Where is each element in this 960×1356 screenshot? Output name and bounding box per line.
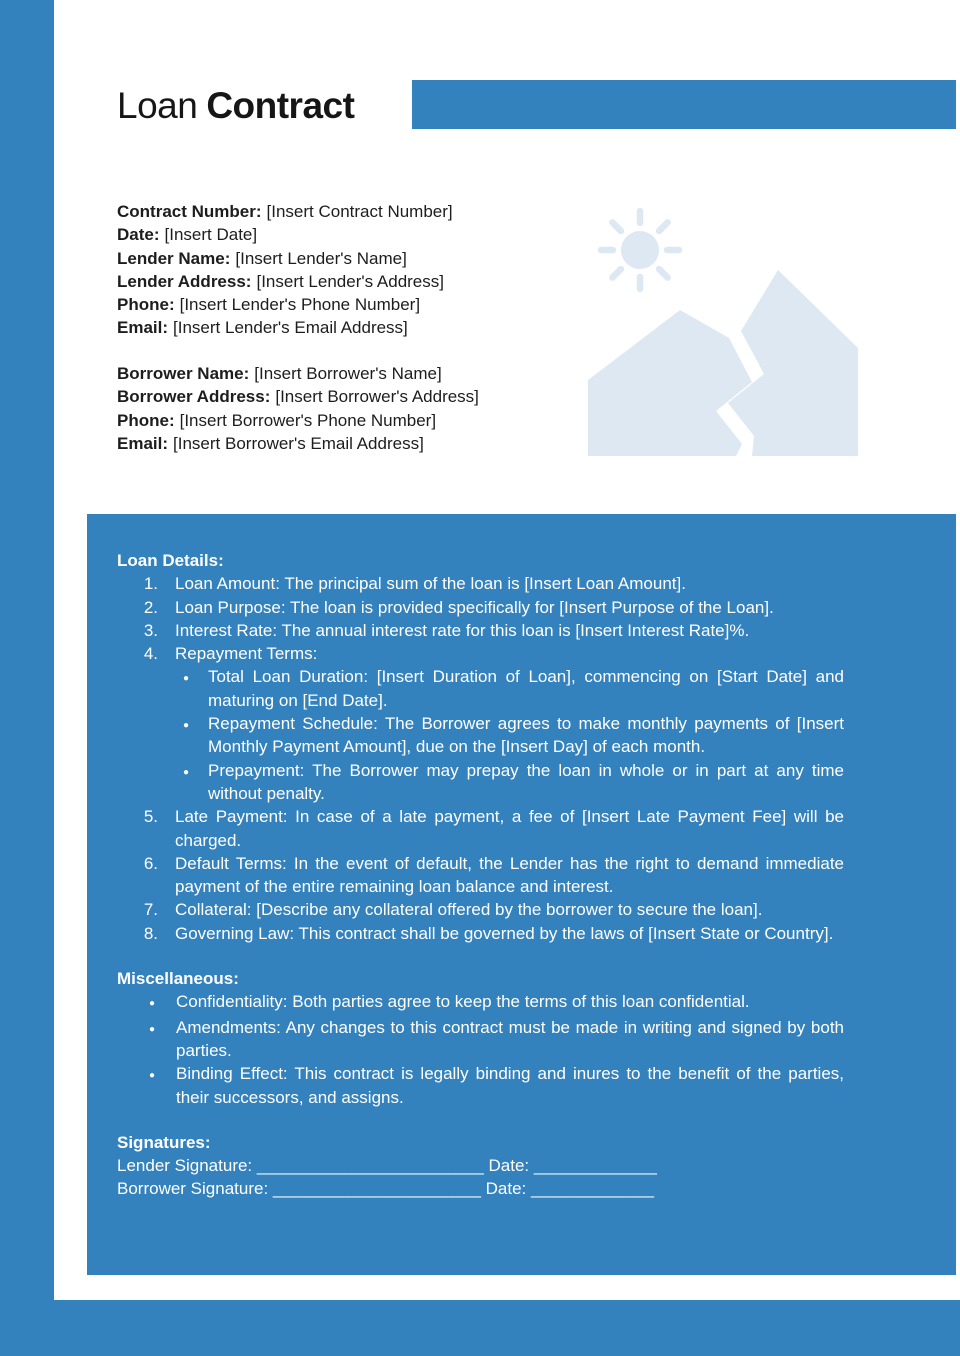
info-value: [Insert Lender's Email Address] (173, 318, 408, 338)
misc-bullet-2 (117, 1016, 844, 1063)
bullet-text: Binding Effect: This contract is legally binding and inures to the benefit of the parties, their successors, and assigns. (176, 1064, 844, 1107)
item-number: 7. (143, 900, 158, 920)
info-value: [Insert Borrower's Phone Number] (179, 410, 437, 430)
bullet-icon (175, 712, 208, 759)
misc-bullet-3 (117, 1062, 844, 1109)
info-value: [Insert Contract Number] (266, 202, 453, 221)
bullet-icon (117, 1062, 176, 1109)
bullet-icon (117, 990, 176, 1015)
item-number: 4. (143, 644, 158, 664)
mountain-right-icon (728, 270, 858, 456)
info-value: [Insert Lender's Address] (256, 271, 444, 291)
info-value: [Insert Lender's Phone Number] (179, 295, 421, 315)
info-label: Date: (117, 225, 160, 245)
date-line (117, 223, 587, 246)
page-title-regular: Loan (117, 85, 198, 126)
loan-item-2 (117, 596, 844, 619)
item-text: Interest Rate: The annual interest rate for this loan is [Insert Interest Rate]%. (175, 620, 750, 640)
item-number: 3. (143, 620, 158, 640)
info-label: Contract Number: (117, 202, 262, 221)
info-label: Borrower Address: (117, 387, 271, 407)
bullet-icon (175, 759, 208, 806)
contract-info-block (117, 200, 587, 340)
left-accent-bar (0, 0, 54, 1356)
bullet-text: Total Loan Duration: [Insert Duration of Loan], commencing on [Start Date] and maturing on [End Date]. (208, 667, 844, 710)
repayment-bullet-1 (175, 665, 844, 712)
lender-name-line (117, 247, 587, 270)
misc-bullet-1 (117, 990, 844, 1015)
borrower-address-line (117, 385, 587, 408)
item-text: Repayment Terms: (175, 644, 318, 664)
borrower-signature-line: Borrower Signature: ______________________ Date: _____________ (117, 1179, 654, 1199)
item-number: 8. (143, 923, 158, 943)
lender-email-line (117, 316, 587, 339)
borrower-info-block (117, 362, 587, 455)
mountain-left-icon (588, 310, 752, 456)
loan-item-7 (117, 898, 844, 921)
item-text: Collateral: [Describe any collateral offered by the borrower to secure the loan]. (175, 900, 763, 920)
page-title-bold: Contract (206, 85, 355, 126)
sun-icon (601, 211, 679, 289)
contract-number-line (117, 200, 587, 223)
loan-item-4 (117, 642, 844, 665)
borrower-name-line (117, 362, 587, 385)
lender-signature-line: Lender Signature: ________________________ Date: _____________ (117, 1156, 657, 1176)
borrower-phone-line (117, 409, 587, 432)
section-gap (117, 945, 844, 967)
footer-accent-bar (0, 1300, 960, 1356)
repayment-bullet-2 (175, 712, 844, 759)
info-value: [Insert Date] (164, 225, 258, 245)
loan-item-1 (117, 572, 844, 595)
title-accent-bar (412, 80, 956, 129)
item-number: 5. (143, 807, 158, 827)
loan-item-3 (117, 619, 844, 642)
loan-item-5 (117, 805, 844, 852)
bullet-text: Amendments: Any changes to this contract must be made in writing and signed by both parties. (176, 1017, 844, 1060)
info-label: Phone: (117, 410, 175, 430)
info-value: [Insert Lender's Name] (235, 248, 407, 268)
item-text: Governing Law: This contract shall be governed by the laws of [Insert State or Country]. (175, 923, 834, 943)
bullet-text: Confidentiality: Both parties agree to keep the terms of this loan confidential. (176, 992, 750, 1012)
repayment-bullet-3 (175, 759, 844, 806)
signatures-heading: Signatures: (117, 1132, 211, 1152)
item-number: 1. (143, 574, 158, 594)
page-title (117, 86, 354, 126)
sun-and-mountains-illustration (586, 206, 878, 456)
item-text: Loan Amount: The principal sum of the loan is [Insert Loan Amount]. (175, 574, 686, 594)
section-gap (117, 1109, 844, 1131)
info-label: Borrower Name: (117, 364, 250, 383)
item-text: Late Payment: In case of a late payment, a fee of [Insert Late Payment Fee] will be charged. (175, 807, 844, 850)
item-text: Loan Purpose: The loan is provided specifically for [Insert Purpose of the Loan]. (175, 597, 774, 617)
item-number: 2. (143, 597, 158, 617)
item-text: Default Terms: In the event of default, the Lender has the right to demand immediate payment of the entire remaining loan balance and interest. (175, 853, 844, 897)
info-value: [Insert Borrower's Email Address] (173, 433, 424, 453)
info-label: Lender Address: (117, 271, 252, 291)
lender-phone-line (117, 293, 587, 316)
borrower-email-line (117, 432, 587, 455)
info-label: Email: (117, 318, 169, 338)
bullet-icon (117, 1016, 176, 1063)
info-label: Lender Name: (117, 248, 231, 268)
bullet-text: Repayment Schedule: The Borrower agrees to make monthly payments of [Insert Monthly Payment Amount], due on the [Insert Day] of each month. (208, 714, 844, 757)
item-number: 6. (143, 853, 158, 873)
loan-details-heading: Loan Details: (117, 551, 224, 570)
loan-item-8 (117, 922, 844, 945)
lender-address-line (117, 270, 587, 293)
bullet-icon (175, 665, 208, 712)
info-value: [Insert Borrower's Address] (275, 387, 479, 407)
info-label: Phone: (117, 295, 175, 315)
info-value: [Insert Borrower's Name] (254, 364, 442, 383)
loan-item-6 (117, 852, 844, 899)
info-label: Email: (117, 433, 169, 453)
bullet-text: Prepayment: The Borrower may prepay the loan in whole or in part at any time without penalty. (208, 760, 844, 803)
loan-terms-panel (87, 514, 956, 1275)
miscellaneous-heading: Miscellaneous: (117, 969, 239, 989)
